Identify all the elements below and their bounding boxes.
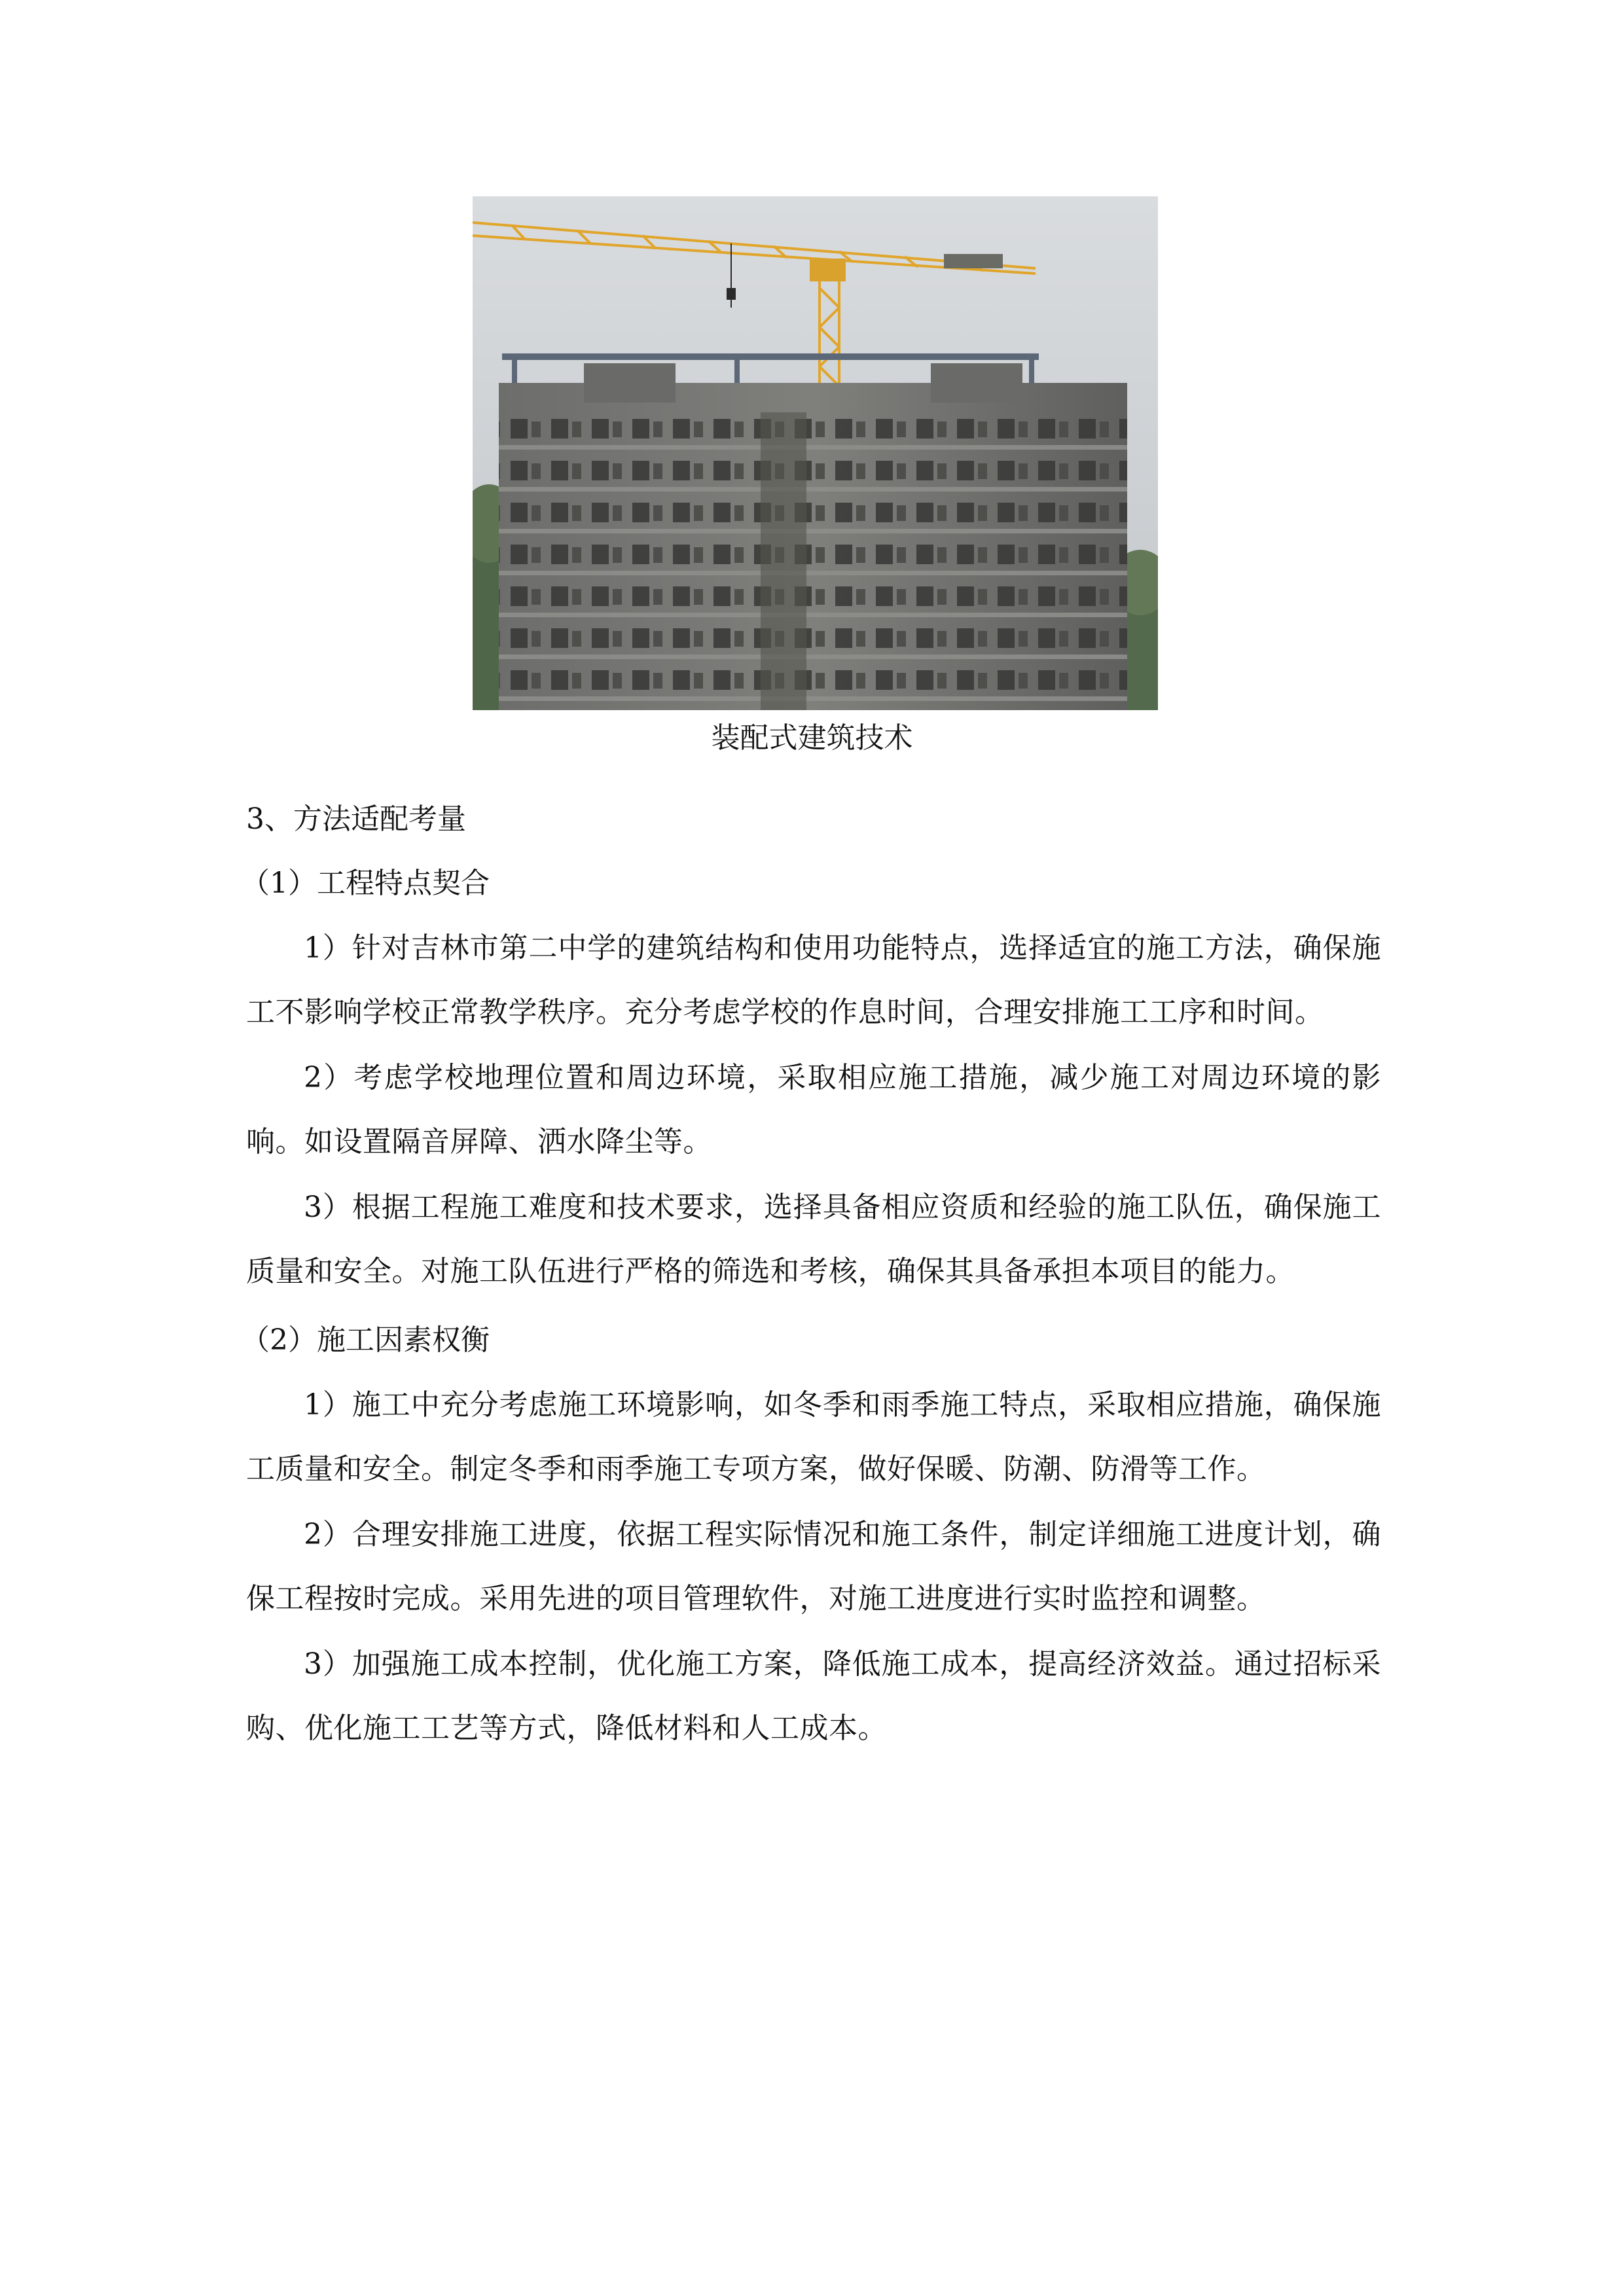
paragraph: 2）合理安排施工进度，依据工程实际情况和施工条件，制定详细施工进度计划，确保工程按时完成。采用先进的项目管理软件，对施工进度进行实时监控和调整。: [246, 1518, 1381, 1615]
figure-caption: 装配式建筑技术: [711, 721, 913, 755]
paragraph: 1）施工中充分考虑施工环境影响，如冬季和雨季施工特点，采取相应措施，确保施工质量和安全。制定冬季和雨季施工专项方案，做好保暖、防潮、防滑等工作。: [246, 1388, 1381, 1486]
subsection-heading: （2）施工因素权衡: [241, 1323, 490, 1357]
section-heading: 3、方法适配考量: [246, 802, 466, 836]
paragraph: 2）考虑学校地理位置和周边环境，采取相应施工措施，减少施工对周边环境的影响。如设置隔音屏障、洒水降尘等。: [246, 1061, 1381, 1158]
document-body: [241, 800, 1381, 1761]
subsection-heading: （1）工程特点契合: [241, 867, 490, 900]
construction-site-photo: [473, 196, 1158, 710]
paragraph: 3）根据工程施工难度和技术要求，选择具备相应资质和经验的施工队伍，确保施工质量和安全。对施工队伍进行严格的筛选和考核，确保其具备承担本项目的能力。: [246, 1191, 1381, 1288]
paragraph: 3）加强施工成本控制，优化施工方案，降低施工成本，提高经济效益。通过招标采购、优化施工工艺等方式，降低材料和人工成本。: [246, 1647, 1381, 1745]
paragraph: 1）针对吉林市第二中学的建筑结构和使用功能特点，选择适宜的施工方法，确保施工不影响学校正常教学秩序。充分考虑学校的作息时间，合理安排施工工序和时间。: [246, 931, 1381, 1029]
